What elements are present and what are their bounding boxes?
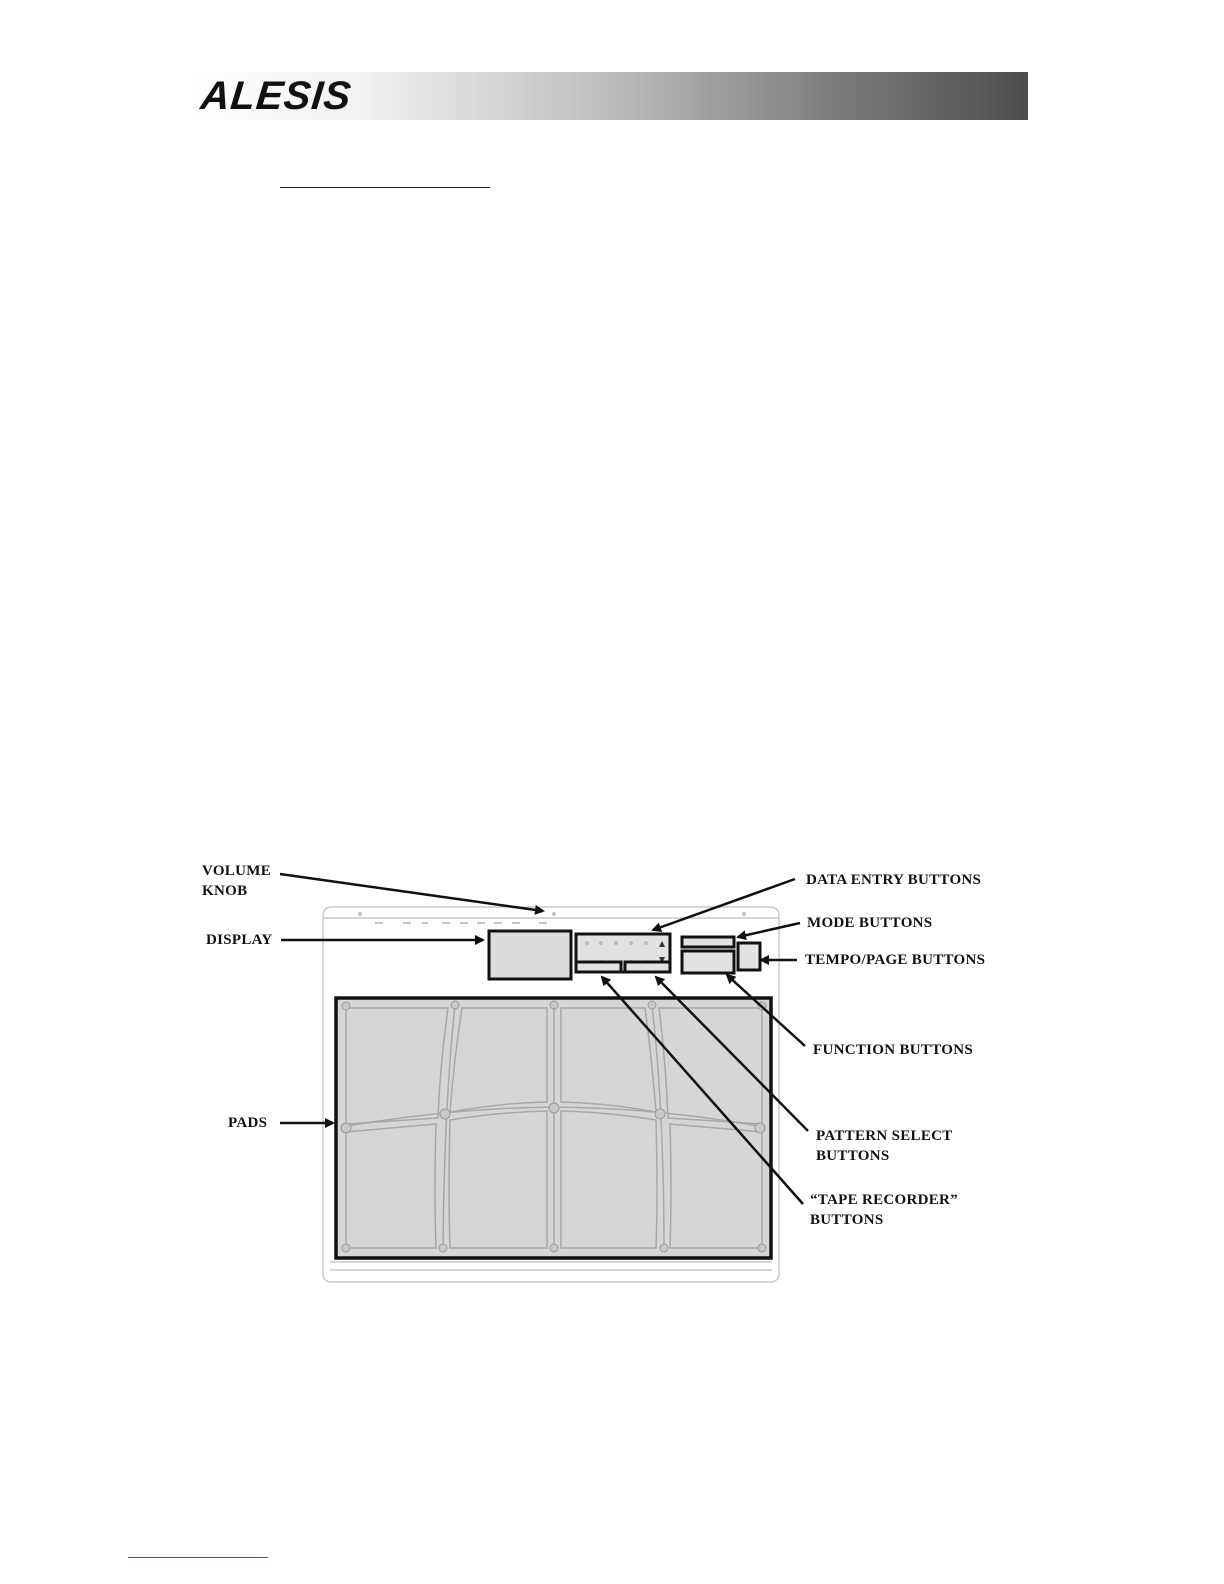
mode-buttons-group <box>682 937 734 947</box>
pattern-select-buttons-group <box>625 962 670 972</box>
pads-area <box>336 998 771 1258</box>
alesis-logo: ALESIS <box>198 74 354 118</box>
tape-recorder-buttons-group <box>576 962 621 972</box>
tempo-page-buttons-group <box>738 943 760 970</box>
display-screen <box>489 931 571 979</box>
label-pattern-select-buttons: PATTERN SELECT BUTTONS <box>816 1128 953 1164</box>
data-entry-buttons-arrow <box>653 879 795 930</box>
label-data-entry-buttons: DATA ENTRY BUTTONS <box>806 872 982 888</box>
label-tape-recorder-buttons: “TAPE RECORDER” BUTTONS <box>810 1192 958 1228</box>
label-function-buttons: FUNCTION BUTTONS <box>813 1042 973 1058</box>
label-pads: PADS <box>228 1115 268 1131</box>
label-mode-buttons: MODE BUTTONS <box>807 915 933 931</box>
label-volume-knob: VOLUME KNOB <box>202 863 271 899</box>
label-display: DISPLAY <box>206 932 273 948</box>
volume-knob-arrow <box>280 874 543 911</box>
footer-link-underline <box>128 1557 268 1558</box>
label-tempo-page-buttons: TEMPO/PAGE BUTTONS <box>805 952 986 968</box>
mode-buttons-arrow <box>738 923 800 937</box>
function-buttons-group <box>682 951 734 973</box>
